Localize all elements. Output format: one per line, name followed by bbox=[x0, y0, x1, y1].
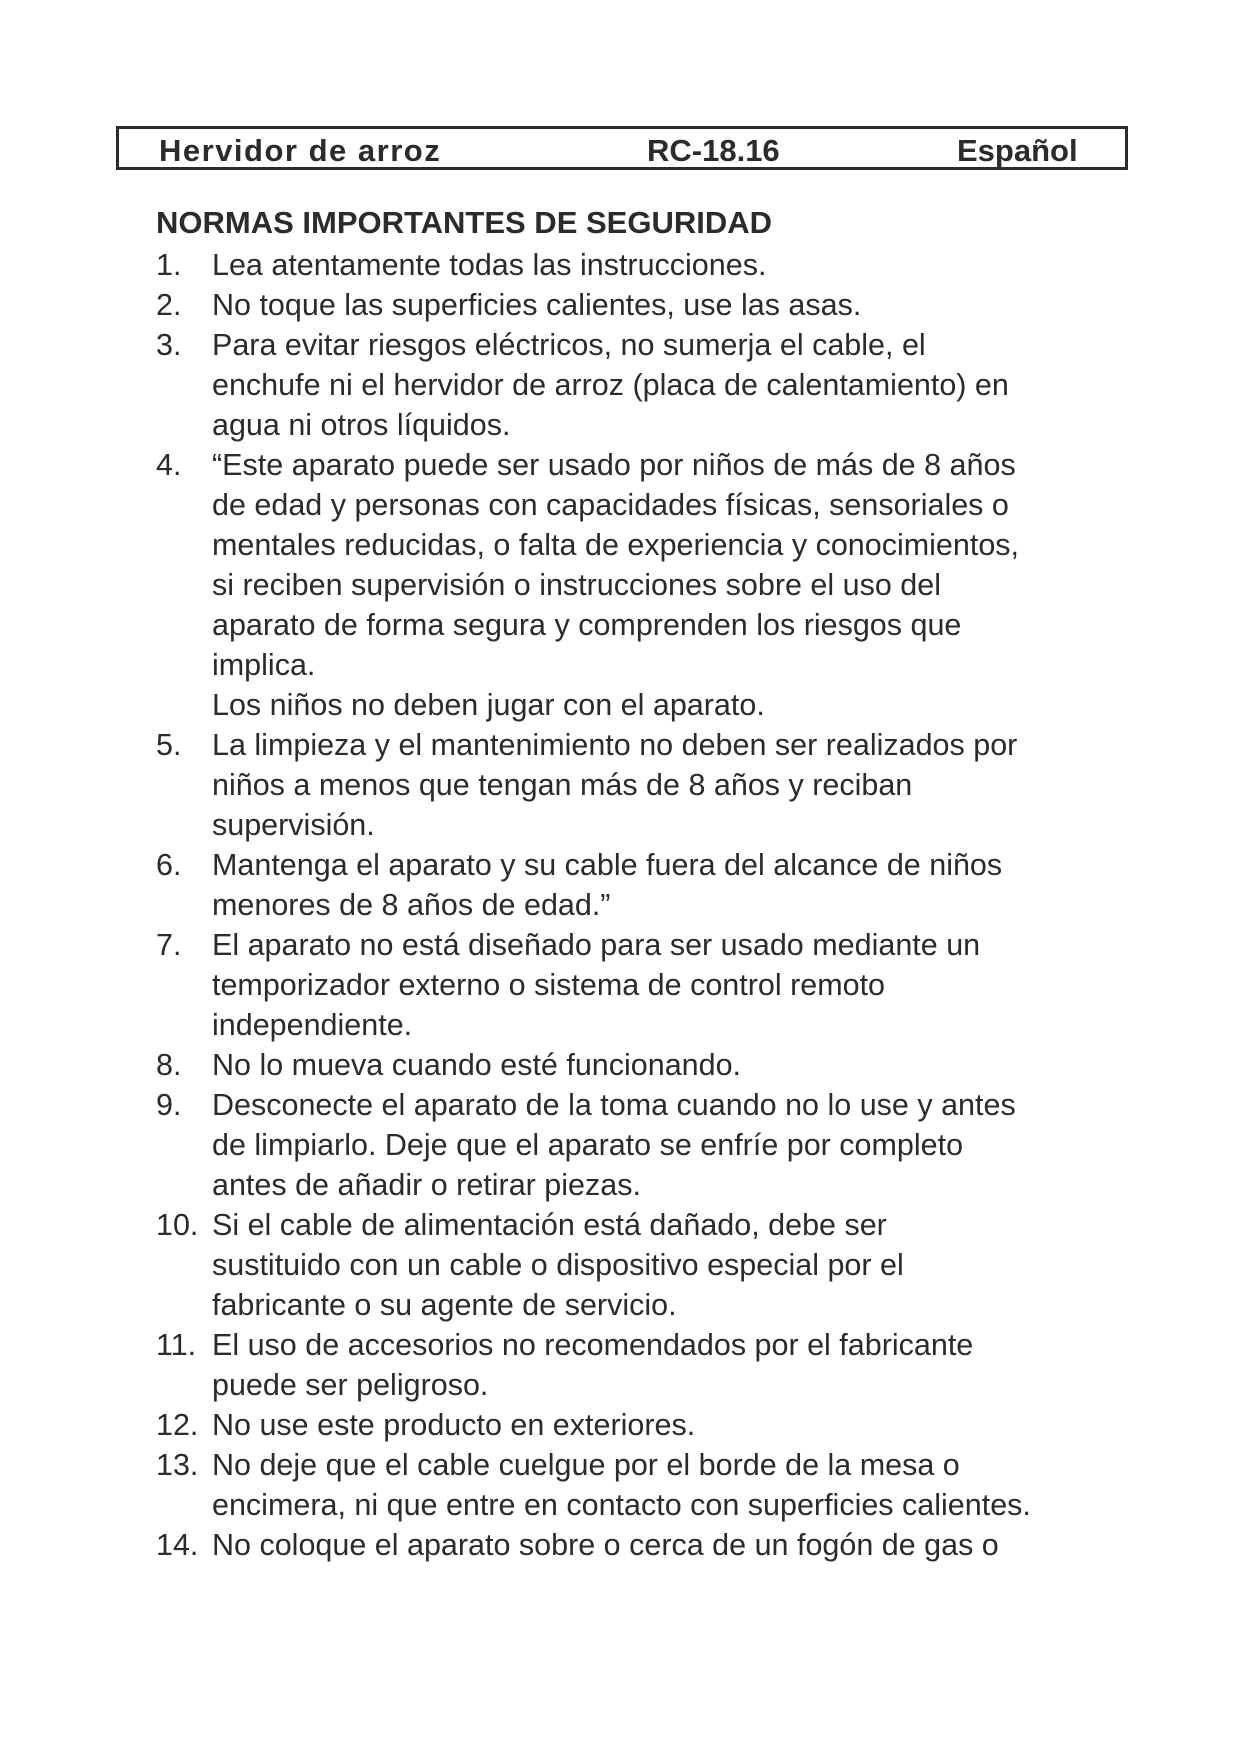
rule-text-line: si reciben supervisión o instrucciones sobre el uso del bbox=[212, 568, 941, 602]
header-bar bbox=[116, 126, 1128, 170]
rule-text-line: mentales reducidas, o falta de experiencia y conocimientos, bbox=[212, 528, 1019, 562]
rule-text-line: antes de añadir o retirar piezas. bbox=[212, 1168, 641, 1202]
rule-text-line: independiente. bbox=[212, 1008, 413, 1042]
rule-text-line: Lea atentamente todas las instrucciones. bbox=[212, 248, 767, 282]
rule-number: 8. bbox=[156, 1048, 182, 1082]
rule-number: 11. bbox=[156, 1328, 197, 1362]
rule-text-line: encimera, ni que entre en contacto con superficies calientes. bbox=[212, 1488, 1031, 1522]
rule-number: 14. bbox=[156, 1528, 199, 1562]
rule-item bbox=[0, 245, 1112, 285]
rule-text-line: menores de 8 años de edad.” bbox=[212, 888, 611, 922]
rule-number: 10. bbox=[156, 1208, 199, 1242]
rule-number: 6. bbox=[156, 848, 182, 882]
rule-item bbox=[0, 725, 1112, 845]
rule-text-line: No coloque el aparato sobre o cerca de un fogón de gas o bbox=[212, 1528, 999, 1562]
safety-rules-list bbox=[0, 245, 1241, 1565]
rule-number: 3. bbox=[156, 328, 182, 362]
rule-number: 9. bbox=[156, 1088, 182, 1122]
rule-text-line: aparato de forma segura y comprenden los riesgos que bbox=[212, 608, 962, 642]
rule-text-line: El aparato no está diseñado para ser usado mediante un bbox=[212, 928, 981, 962]
rule-number: 4. bbox=[156, 448, 182, 482]
rule-text-line: No toque las superficies calientes, use las asas. bbox=[212, 288, 862, 322]
rule-text-line: La limpieza y el mantenimiento no deben ser realizados por bbox=[212, 728, 1018, 762]
rule-item bbox=[0, 1445, 1112, 1525]
rule-text-line: No use este producto en exteriores. bbox=[212, 1408, 696, 1442]
rule-text-line: de edad y personas con capacidades físicas, sensoriales o bbox=[212, 488, 1009, 522]
language-label: Español bbox=[957, 133, 1078, 168]
rule-number: 7. bbox=[156, 928, 182, 962]
rule-number: 2. bbox=[156, 288, 182, 322]
rule-text-line: agua ni otros líquidos. bbox=[212, 408, 511, 442]
rule-item bbox=[0, 445, 1112, 725]
model-number: RC-18.16 bbox=[647, 133, 780, 168]
rule-text-line: No lo mueva cuando esté funcionando. bbox=[212, 1048, 742, 1082]
rule-text-line: temporizador externo o sistema de control remoto bbox=[212, 968, 886, 1002]
rule-item bbox=[0, 285, 1112, 325]
section-title: NORMAS IMPORTANTES DE SEGURIDAD bbox=[156, 205, 773, 240]
rule-text-line: sustituido con un cable o dispositivo especial por el bbox=[212, 1248, 904, 1282]
rule-text-line: El uso de accesorios no recomendados por el fabricante bbox=[212, 1328, 974, 1362]
rule-text-line: Los niños no deben jugar con el aparato. bbox=[212, 688, 765, 722]
rule-text-line: supervisión. bbox=[212, 808, 375, 842]
rule-text-line: fabricante o su agente de servicio. bbox=[212, 1288, 677, 1322]
rule-text-line: puede ser peligroso. bbox=[212, 1368, 489, 1402]
rule-item bbox=[0, 845, 1112, 925]
product-name: Hervidor de arroz bbox=[159, 133, 442, 168]
rule-number: 13. bbox=[156, 1448, 199, 1482]
rule-number: 5. bbox=[156, 728, 182, 762]
rule-text-line: Desconecte el aparato de la toma cuando no lo use y antes bbox=[212, 1088, 1016, 1122]
rule-text-line: No deje que el cable cuelgue por el borde de la mesa o bbox=[212, 1448, 960, 1482]
rule-text-line: Para evitar riesgos eléctricos, no sumerja el cable, el bbox=[212, 328, 926, 362]
rule-item bbox=[0, 325, 1112, 445]
rule-item bbox=[0, 1085, 1112, 1205]
rule-text-line: de limpiarlo. Deje que el aparato se enfríe por completo bbox=[212, 1128, 964, 1162]
rule-item bbox=[0, 1525, 1112, 1565]
rule-item bbox=[0, 1205, 1112, 1325]
rule-text-line: enchufe ni el hervidor de arroz (placa de calentamiento) en bbox=[212, 368, 1009, 402]
rule-text-line: Mantenga el aparato y su cable fuera del alcance de niños bbox=[212, 848, 1003, 882]
rule-text-line: niños a menos que tengan más de 8 años y reciban bbox=[212, 768, 913, 802]
rule-item bbox=[0, 925, 1112, 1045]
rule-number: 1. bbox=[156, 248, 182, 282]
rule-text-line: Si el cable de alimentación está dañado, debe ser bbox=[212, 1208, 887, 1242]
rule-number: 12. bbox=[156, 1408, 199, 1442]
rule-item bbox=[0, 1045, 1112, 1085]
rule-item bbox=[0, 1405, 1112, 1445]
rule-text-line: “Este aparato puede ser usado por niños de más de 8 años bbox=[212, 448, 1016, 482]
rule-text-line: implica. bbox=[212, 648, 316, 682]
rule-item bbox=[0, 1325, 1112, 1405]
